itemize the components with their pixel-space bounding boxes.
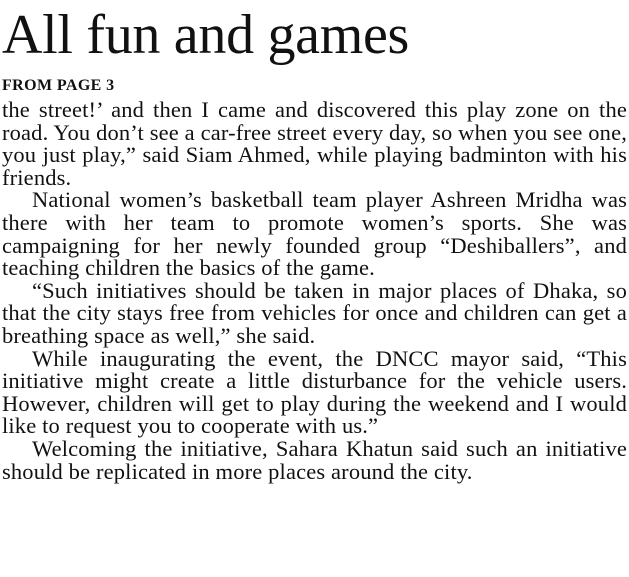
article-body <box>2 99 627 483</box>
continued-from-label: FROM PAGE 3 <box>2 77 115 94</box>
article-paragraph: “Such initiatives should be taken in major places of Dhaka, so that the city stays free from vehicles for once and children can get a breathing space as well,” she said. <box>2 277 627 348</box>
article-paragraph: While inaugurating the event, the DNCC mayor said, “This initiative might create a little disturbance for the vehicle users. However, children will get to play during the weekend and I would like to request you to cooperate with us.” <box>2 345 627 439</box>
headline: All fun and games <box>2 4 410 66</box>
article-paragraph: National women’s basketball team player Ashreen Mridha was there with her team to promote women’s sports. She was campaigning for her newly founded group “Deshiballers”, and teaching children the basics of the game. <box>2 187 627 281</box>
article-paragraph: the street!’ and then I came and discovered this play zone on the road. You don’t see a car-free street every day, so when you see one, you just play,” said Siam Ahmed, while playing badminton with his friends. <box>2 97 627 190</box>
article-paragraph: Welcoming the initiative, Sahara Khatun said such an initiative should be replicated in more places around the city. <box>2 435 627 484</box>
